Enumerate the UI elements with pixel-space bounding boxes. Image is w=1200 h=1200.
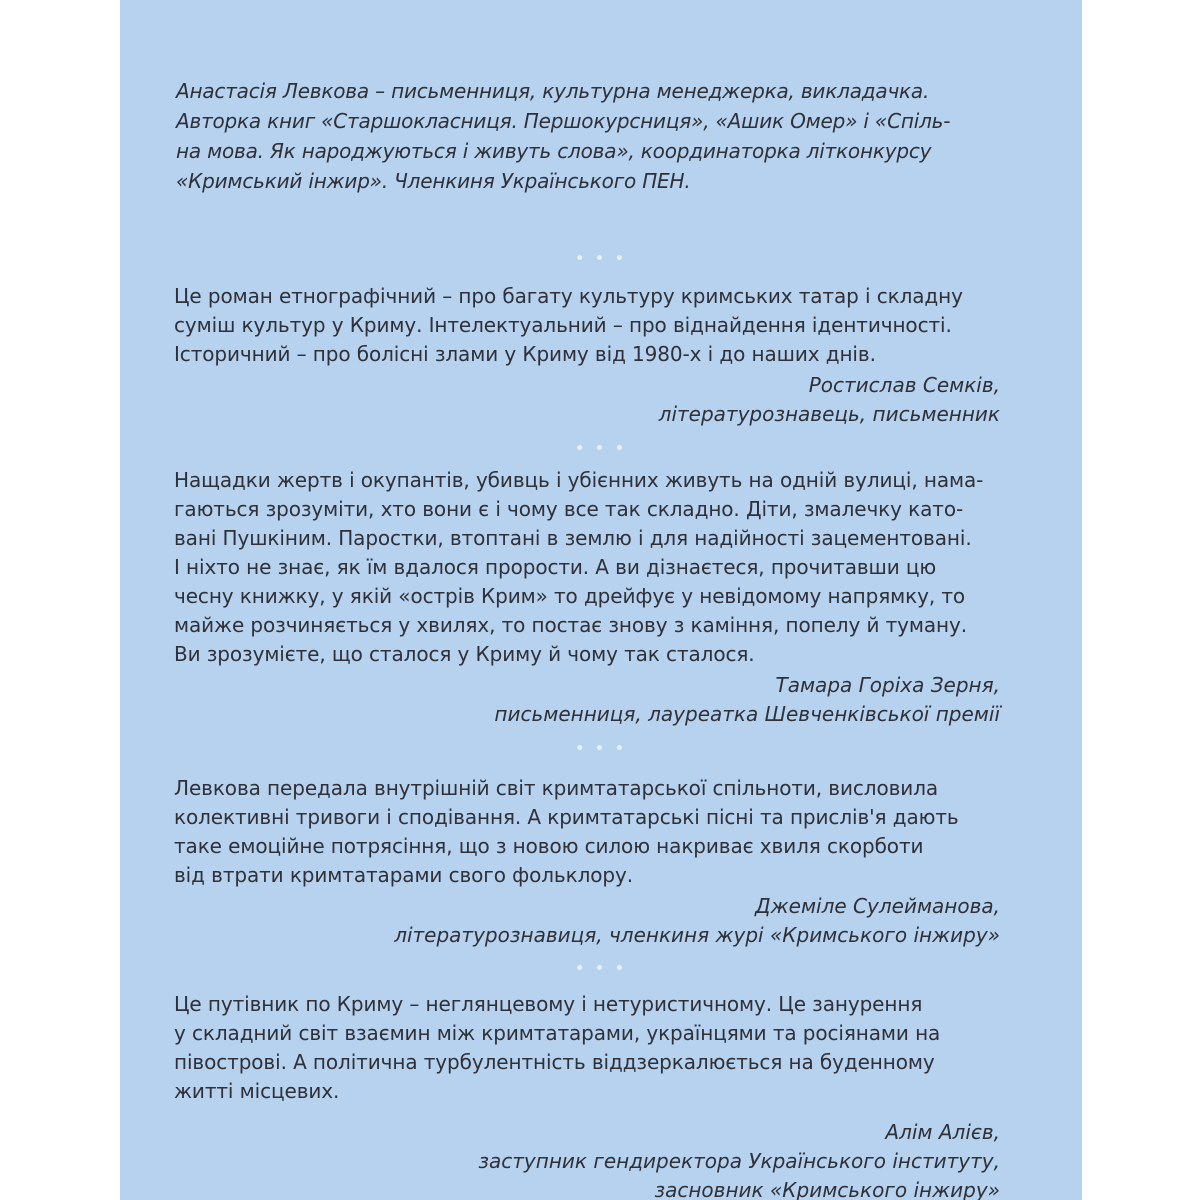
author-role: заступник гендиректора Українського інституту, <box>478 1149 1000 1173</box>
quote-line: таке емоційне потрясіння, що з новою силою накриває хвиля скорботи <box>174 834 924 858</box>
bio-line: Авторка книг «Старшокласниця. Першокурсниця», «Ашик Омер» і «Спіль- <box>176 109 951 133</box>
quote-text <box>174 466 1054 669</box>
quote-line: у складний світ взаємин між кримтатарами, українцями та росіянами на <box>174 1021 941 1045</box>
review-quote-4 <box>174 990 1054 1200</box>
author-name: Алім Алієв, <box>885 1120 1000 1144</box>
author-name: Ростислав Семків, <box>808 373 1000 397</box>
quote-text <box>174 774 1054 890</box>
quote-line: від втрати кримтатарами свого фольклору. <box>174 863 634 887</box>
quote-line: суміш культур у Криму. Інтелектуальний – про віднайдення ідентичності. <box>174 313 952 337</box>
quote-line: колективні тривоги і сподівання. А кримтатарські пісні та прислів'я дають <box>174 805 959 829</box>
quote-attribution <box>174 892 1054 950</box>
quote-line: вані Пушкіним. Паростки, втоптані в землю і для надійності зацементовані. <box>174 526 972 550</box>
quote-line: Це путівник по Криму – неглянцевому і нетуристичному. Це занурення <box>174 992 923 1016</box>
quote-line: Це роман етнографічний – про багату культуру кримських татар і складну <box>174 284 963 308</box>
review-quote-1 <box>174 282 1054 429</box>
quote-line: чесну книжку, у якій «острів Крим» то дрейфує у невідомому напрямку, то <box>174 584 966 608</box>
quote-attribution <box>174 371 1054 429</box>
section-separator: • • • <box>575 741 627 757</box>
section-separator: • • • <box>575 961 627 977</box>
quote-line: гаються зрозуміти, хто вони є і чому все так складно. Діти, змалечку като- <box>174 497 964 521</box>
book-back-cover <box>120 0 1082 1200</box>
quote-line: житті місцевих. <box>174 1079 340 1103</box>
quote-text <box>174 282 1054 369</box>
author-name: Тамара Горіха Зерня, <box>775 673 1000 697</box>
quote-attribution <box>174 671 1054 729</box>
quote-line: Ви зрозумієте, що сталося у Криму й чому так сталося. <box>174 642 755 666</box>
quote-line: Левкова передала внутрішній світ кримтатарської спільноти, висловила <box>174 776 939 800</box>
author-role: літературознавець, письменник <box>658 402 1000 426</box>
bio-line: на мова. Як народжуються і живуть слова», координаторка літконкурсу <box>176 139 932 163</box>
quote-line: майже розчиняється у хвилях, то постає знову з каміння, попелу й туману. <box>174 613 968 637</box>
quote-line: півострові. А політична турбулентність віддзеркалюється на буденному <box>174 1050 935 1074</box>
review-quote-2 <box>174 466 1054 729</box>
section-separator: • • • <box>575 251 627 267</box>
section-separator: • • • <box>575 441 627 457</box>
author-role: засновник «Кримського інжиру» <box>654 1178 1000 1200</box>
quote-line: І ніхто не знає, як їм вдалося прорости. А ви дізнаєтеся, прочитавши цю <box>174 555 937 579</box>
author-bio <box>176 76 1046 196</box>
author-name: Джеміле Сулейманова, <box>755 894 1000 918</box>
quote-line: Історичний – про болісні злами у Криму від 1980-х і до наших днів. <box>174 342 876 366</box>
author-role: літературознавиця, членкиня журі «Кримського інжиру» <box>394 923 1000 947</box>
bio-line: «Кримський інжир». Членкиня Українського ПЕН. <box>176 169 691 193</box>
bio-line: Анастасія Левкова – письменниця, культурна менеджерка, викладачка. <box>176 79 930 103</box>
author-role: письменниця, лауреатка Шевченківської премії <box>494 702 1000 726</box>
quote-text <box>174 990 1054 1106</box>
quote-line: Нащадки жертв і окупантів, убивць і убієнних живуть на одній вулиці, нама- <box>174 468 984 492</box>
review-quote-3 <box>174 774 1054 950</box>
quote-attribution <box>174 1118 1054 1200</box>
